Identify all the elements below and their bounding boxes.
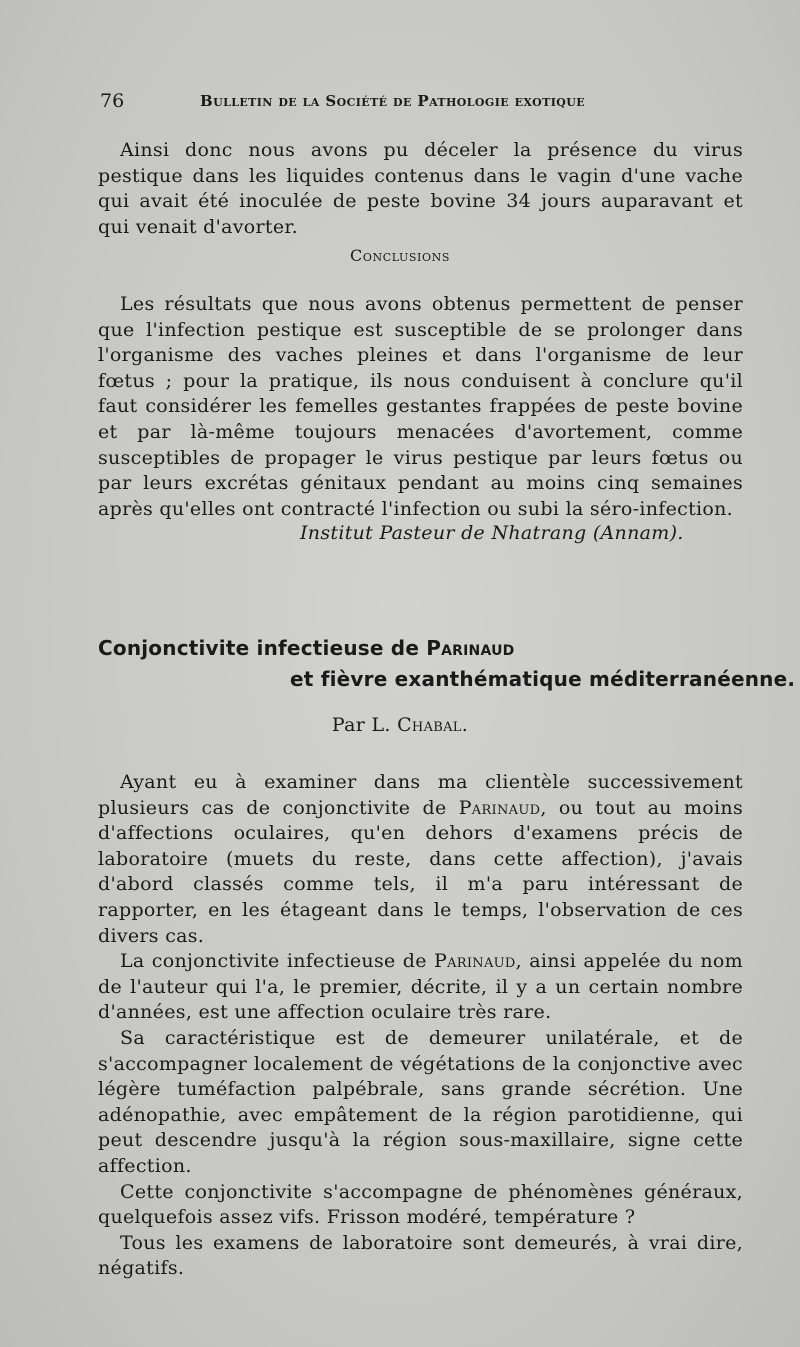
p2-text-a: La conjonctivite infectieuse de	[120, 950, 434, 973]
article-paragraph-2	[98, 949, 743, 1026]
article-paragraph-4: Cette conjonctivite s'accompagne de phénomènes généraux, quelquefois assez vifs. Frisson modéré, température ?	[98, 1180, 743, 1229]
article-paragraph-1	[98, 770, 743, 949]
conclusions-paragraph: Les résultats que nous avons obtenus permettent de penser que l'infection pestique est susceptible de se prolonger dans l'organisme des vaches pleines et dans l'organisme de leur fœtus ; pour la pratique, ils nous conduisent à conclure qu'il faut considérer les femelles gestantes frappées de peste bovine et par là-même toujours menacées d'avortement, comme susceptibles de propager le virus pestique par leurs fœtus ou par leurs excrétas génitaux pendant au moins cinq semaines après qu'elles ont contracté l'infection ou subi la séro-infection.	[98, 293, 743, 520]
author-name: Chabal.	[397, 714, 469, 736]
page-header	[100, 90, 700, 116]
article-paragraph-5: Tous les examens de laboratoire sont demeurés, à vrai dire, négatifs.	[98, 1231, 743, 1280]
article-body	[98, 770, 743, 1282]
article-title-line1	[98, 636, 514, 660]
p1-text-b: , ou tout au moins d'affections oculaires, qu'en dehors d'examens précis de laboratoire (muets du reste, dans cette affection), j'avais d'abord classés comme tels, il m'a paru intéressant de rapporter, en les étageant dans le temps, l'observation de ces divers cas.	[98, 796, 743, 947]
conclusions-block	[98, 292, 743, 522]
byline-prefix: Par L.	[331, 714, 398, 736]
affiliation: Institut Pasteur de Nhatrang (Annam).	[300, 522, 684, 544]
page-number: 76	[100, 90, 125, 112]
byline	[0, 714, 800, 736]
article-title-prefix: Conjonctivite infectieuse de	[98, 636, 427, 660]
article-title-line2: et fièvre exanthématique méditerranéenne.	[290, 667, 796, 691]
article-paragraph-3: Sa caractéristique est de demeurer unilatérale, et de s'accompagner localement de végétations de la conjonctive avec légère tuméfaction palpébrale, sans grande sécrétion. Une adénopathie, avec empâtement de la région parotidienne, qui peut descendre jusqu'à la région sous-maxillaire, signe cette affection.	[98, 1026, 743, 1177]
p1-name: Parinaud	[458, 796, 541, 819]
p2-name: Parinaud	[434, 950, 516, 973]
running-head: Bulletin de la Société de Pathologie exotique	[200, 92, 586, 110]
p2-text-b: , ainsi appelée du nom de l'auteur qui l'a, le premier, décrite, il y a un certain nombre d'années, est une affection oculaire très rare.	[98, 950, 743, 1024]
intro-paragraph: Ainsi donc nous avons pu déceler la présence du virus pestique dans les liquides contenus dans le vagin d'une vache qui avait été inoculée de peste bovine 34 jours auparavant et qui venait d'avorter.	[98, 139, 743, 238]
p1-text-a: Ayant eu à examiner dans ma clientèle successivement plusieurs cas de conjonctivite de	[98, 771, 743, 819]
conclusions-heading: Conclusions	[350, 246, 450, 265]
article-title-name: Parinaud	[426, 636, 515, 660]
intro-block	[98, 138, 743, 240]
